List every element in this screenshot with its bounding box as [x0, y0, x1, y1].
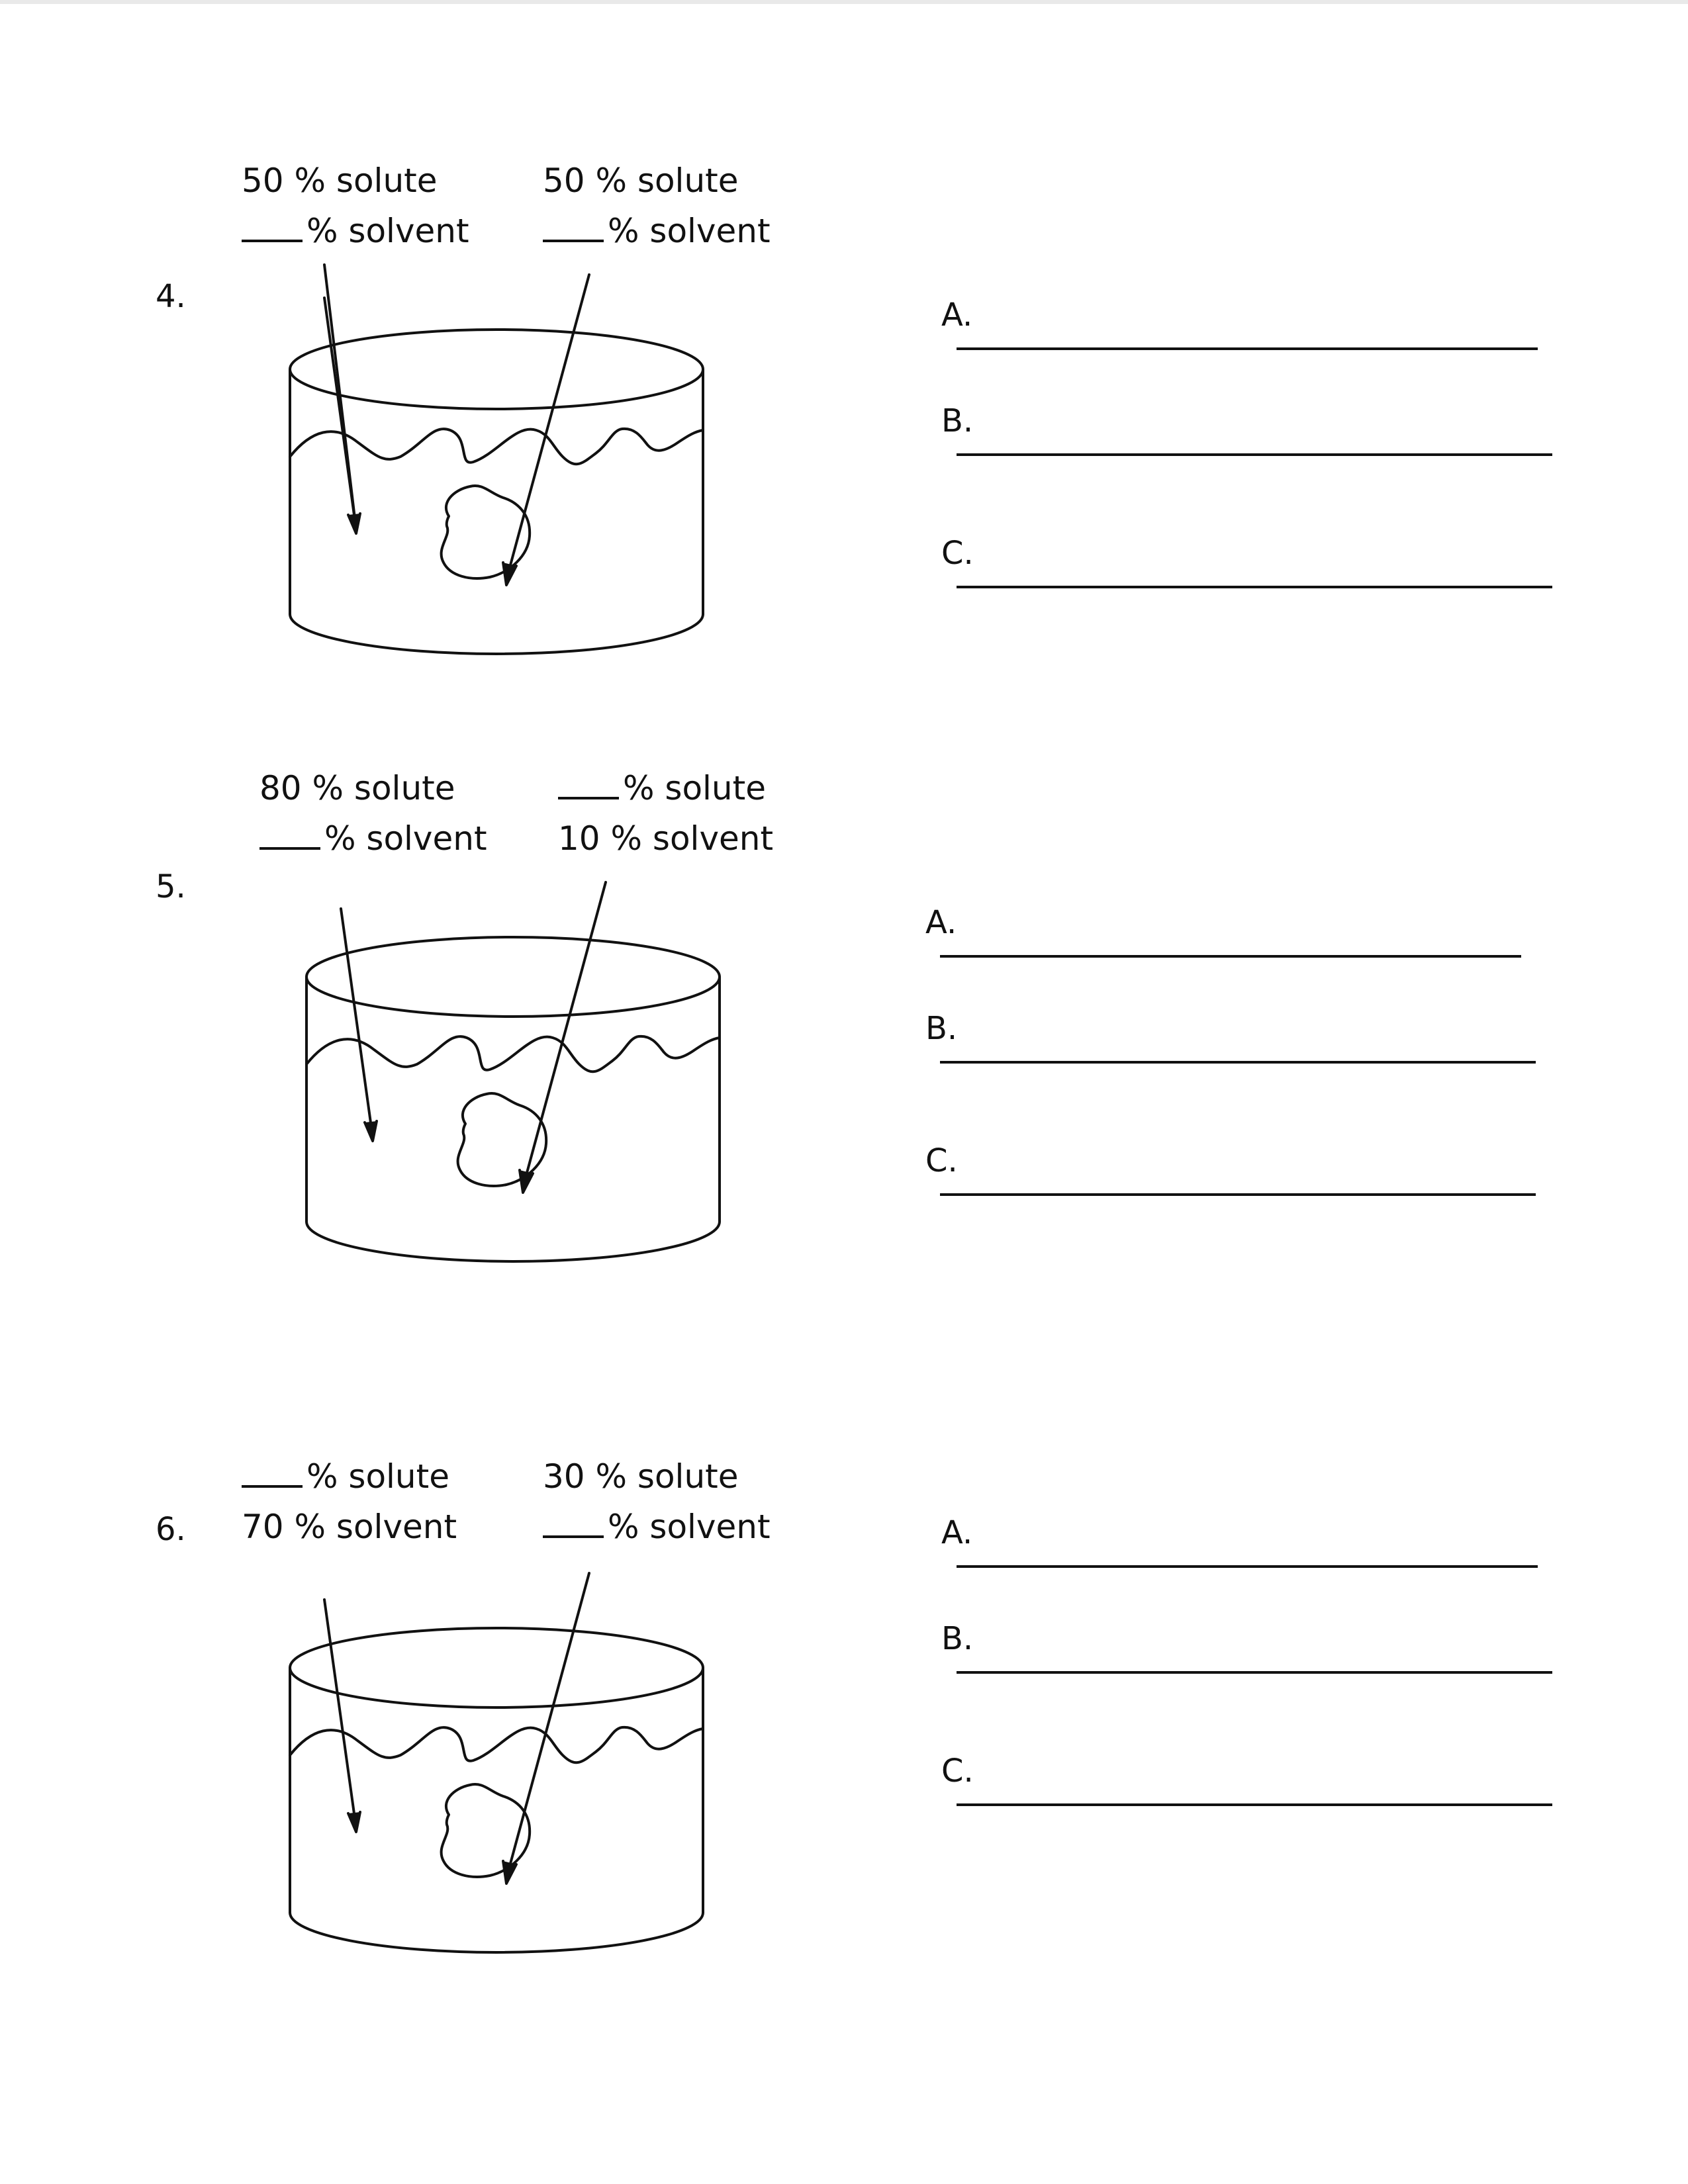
left-label-line1: 80 % solute [259, 769, 455, 807]
fill-blank[interactable] [543, 240, 604, 242]
solute-blob [458, 1093, 547, 1186]
beaker-diagram [301, 872, 765, 1269]
question-number: 6. [156, 1511, 186, 1548]
solute-blob [442, 1784, 530, 1877]
beaker-rim [290, 330, 703, 409]
answer-line-c[interactable] [957, 586, 1552, 588]
right-arrowhead [503, 563, 516, 585]
fill-blank[interactable] [259, 847, 320, 850]
fill-blank[interactable] [543, 1535, 604, 1538]
beaker-diagram [285, 1563, 748, 1960]
page-top-edge [0, 0, 1688, 4]
right-label-line1: % solute [558, 772, 766, 805]
left-arrowhead [365, 1121, 377, 1141]
answer-letter-a: A. [925, 904, 957, 941]
left-arrowhead [348, 1812, 360, 1832]
answer-letter-a: A. [941, 296, 973, 334]
right-arrowhead [503, 1861, 516, 1884]
left-label-line2: % solvent [242, 214, 469, 248]
liquid-surface [306, 1036, 720, 1071]
right-arrow-shaft [506, 275, 589, 580]
beaker-diagram [285, 265, 748, 662]
right-label-line1: 30 % solute [543, 1457, 739, 1496]
right-label-line2: % solvent [543, 214, 771, 248]
left-arrow-shaft [324, 1600, 356, 1828]
right-arrow-shaft [506, 1573, 589, 1878]
answer-line-a[interactable] [957, 1565, 1538, 1568]
right-label-line2: % solvent [543, 1510, 771, 1543]
beaker-bottom [290, 1913, 703, 1952]
question-number: 4. [156, 278, 186, 315]
answer-line-b[interactable] [957, 453, 1552, 456]
liquid-surface [290, 1727, 703, 1762]
beaker-bottom [306, 1222, 720, 1261]
answer-line-a[interactable] [957, 347, 1538, 350]
solute-blob [442, 486, 530, 578]
answer-letter-c: C. [941, 1752, 974, 1790]
answer-line-b[interactable] [940, 1061, 1536, 1064]
right-arrowhead [520, 1170, 533, 1193]
answer-line-c[interactable] [940, 1193, 1536, 1196]
answer-letter-b: B. [941, 402, 974, 439]
beaker-rim [290, 1628, 703, 1707]
left-arrow-shaft [341, 909, 373, 1137]
fill-blank[interactable] [242, 1485, 303, 1488]
right-label-line2: 10 % solvent [558, 819, 774, 858]
right-arrow-shaft [523, 882, 606, 1187]
fill-blank[interactable] [558, 797, 619, 799]
left-label-line2: % solvent [259, 822, 487, 855]
answer-letter-b: B. [941, 1620, 974, 1657]
beaker-rim [306, 937, 720, 1017]
left-label-line2: 70 % solvent [242, 1508, 457, 1546]
answer-line-a[interactable] [940, 955, 1521, 958]
answer-letter-a: A. [941, 1514, 973, 1551]
right-label-line1: 50 % solute [543, 161, 739, 200]
question-number: 5. [156, 868, 186, 905]
left-label-line1: % solute [242, 1460, 449, 1493]
beaker-bottom [290, 614, 703, 654]
liquid-surface [290, 429, 703, 464]
left-label-line1: 50 % solute [242, 161, 438, 200]
answer-line-c[interactable] [957, 1803, 1552, 1806]
answer-letter-c: C. [925, 1142, 958, 1179]
answer-line-b[interactable] [957, 1671, 1552, 1674]
fill-blank[interactable] [242, 240, 303, 242]
left-arrowhead [348, 514, 360, 533]
answer-letter-c: C. [941, 535, 974, 572]
answer-letter-b: B. [925, 1010, 958, 1047]
